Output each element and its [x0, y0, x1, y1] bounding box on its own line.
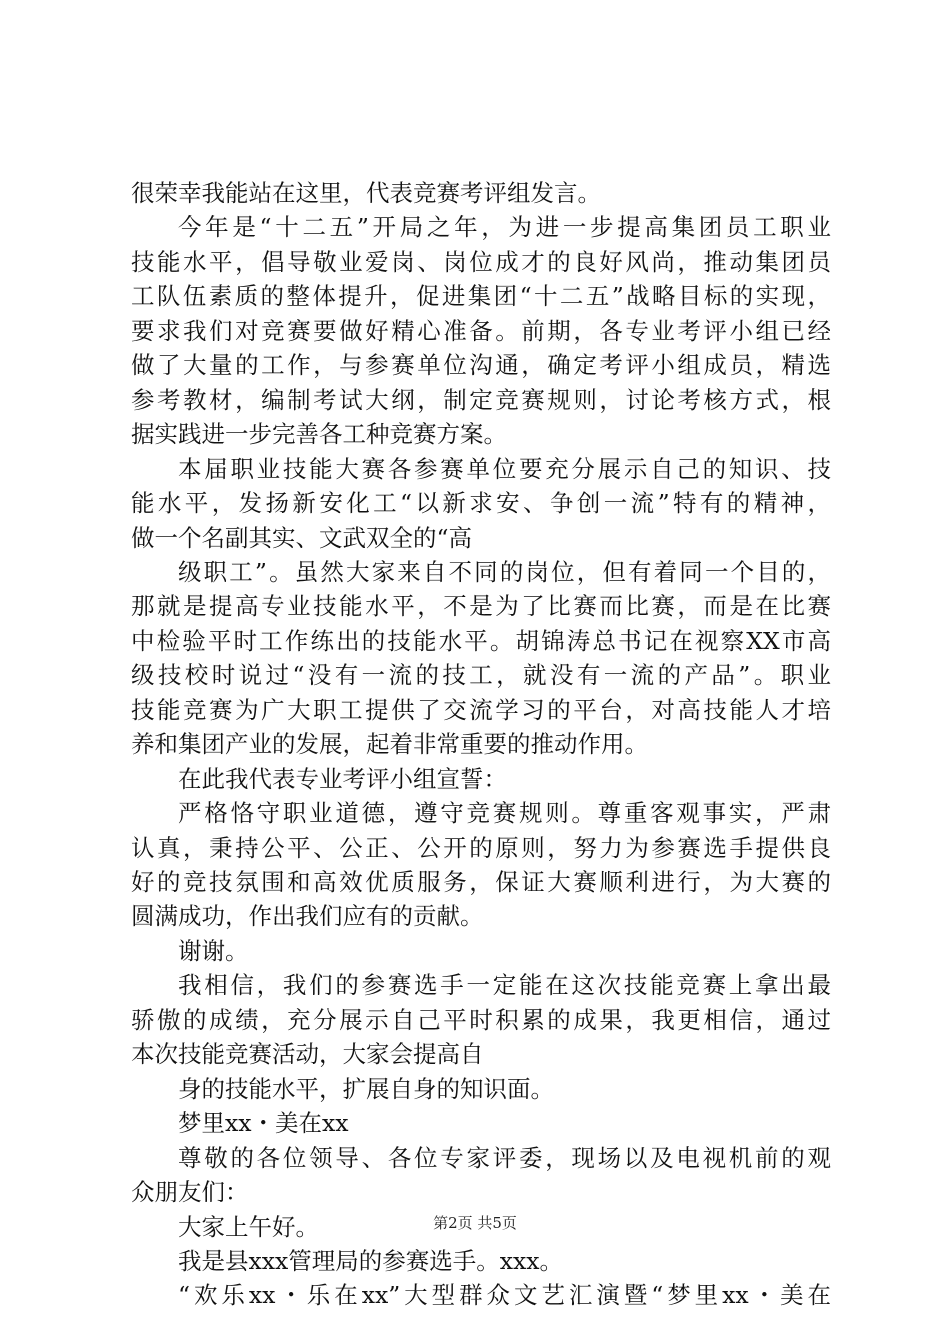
text-line: 级技校时说过“没有一流的技工，就没有一流的产品”。职业	[131, 661, 831, 690]
text-line: 众朋友们：	[131, 1178, 249, 1207]
text-line: 本次技能竞赛活动，大家会提高自	[131, 1040, 484, 1069]
text-line: 做了大量的工作，与参赛单位沟通，确定考评小组成员，精选	[131, 351, 831, 380]
text-line: 在此我代表专业考评小组宣誓：	[178, 764, 507, 793]
text-line: 严格恪守职业道德，遵守竞赛规则。尊重客观事实，严肃	[178, 799, 831, 828]
text-line: 据实践进一步完善各工种竞赛方案。	[131, 420, 507, 449]
text-line: 要求我们对竞赛要做好精心准备。前期，各专业考评小组已经	[131, 316, 831, 345]
text-line: “欢乐xx・乐在xx”大型群众文艺汇演暨“梦里xx・美在	[178, 1281, 831, 1310]
text-line: 骄傲的成绩，充分展示自己平时积累的成果，我更相信，通过	[131, 1005, 831, 1034]
text-line: 圆满成功，作出我们应有的贡献。	[131, 902, 484, 931]
text-line: 认真，秉持公平、公正、公开的原则，努力为参赛选手提供良	[131, 833, 831, 862]
text-line: 那就是提高专业技能水平，不是为了比赛而比赛，而是在比赛	[131, 592, 831, 621]
text-line: 参考教材，编制考试大纲，制定竞赛规则，讨论考核方式，根	[131, 385, 831, 414]
text-line: 本届职业技能大赛各参赛单位要充分展示自己的知识、技	[178, 454, 831, 483]
text-line: 做一个名副其实、文武双全的“高	[131, 523, 473, 552]
text-line: 技能水平，倡导敬业爱岗、岗位成才的良好风尚，推动集团员	[131, 247, 831, 276]
text-line: 身的技能水平，扩展自身的知识面。	[178, 1074, 554, 1103]
text-line: 梦里xx・美在xx	[178, 1109, 349, 1138]
text-line: 谢谢。	[178, 936, 249, 965]
text-line: 养和集团产业的发展，起着非常重要的推动作用。	[131, 730, 648, 759]
text-line: 今年是“十二五”开局之年，为进一步提高集团员工职业	[178, 213, 831, 242]
text-line: 我相信，我们的参赛选手一定能在这次技能竞赛上拿出最	[178, 971, 831, 1000]
text-line: 大家上午好。	[178, 1212, 319, 1241]
text-line: 能水平，发扬新安化工“以新求安、争创一流”特有的精神，	[131, 489, 831, 518]
text-line: 级职工”。虽然大家来自不同的岗位，但有着同一个目的，	[178, 557, 831, 586]
text-line: 中检验平时工作练出的技能水平。胡锦涛总书记在视察XX市高	[131, 626, 831, 655]
text-line: 很荣幸我能站在这里，代表竞赛考评组发言。	[131, 179, 601, 207]
text-line: 尊敬的各位领导、各位专家评委，现场以及电视机前的观	[178, 1143, 831, 1172]
text-line: 工队伍素质的整体提升，促进集团“十二五”战略目标的实现，	[131, 282, 831, 311]
text-line: 技能竞赛为广大职工提供了交流学习的平台，对高技能人才培	[131, 695, 831, 724]
text-line: 我是县xxx管理局的参赛选手。xxx。	[178, 1246, 564, 1275]
page-footer: 第2页 共5页	[433, 1214, 517, 1232]
text-line: 好的竞技氛围和高效优质服务，保证大赛顺利进行，为大赛的	[131, 868, 831, 896]
